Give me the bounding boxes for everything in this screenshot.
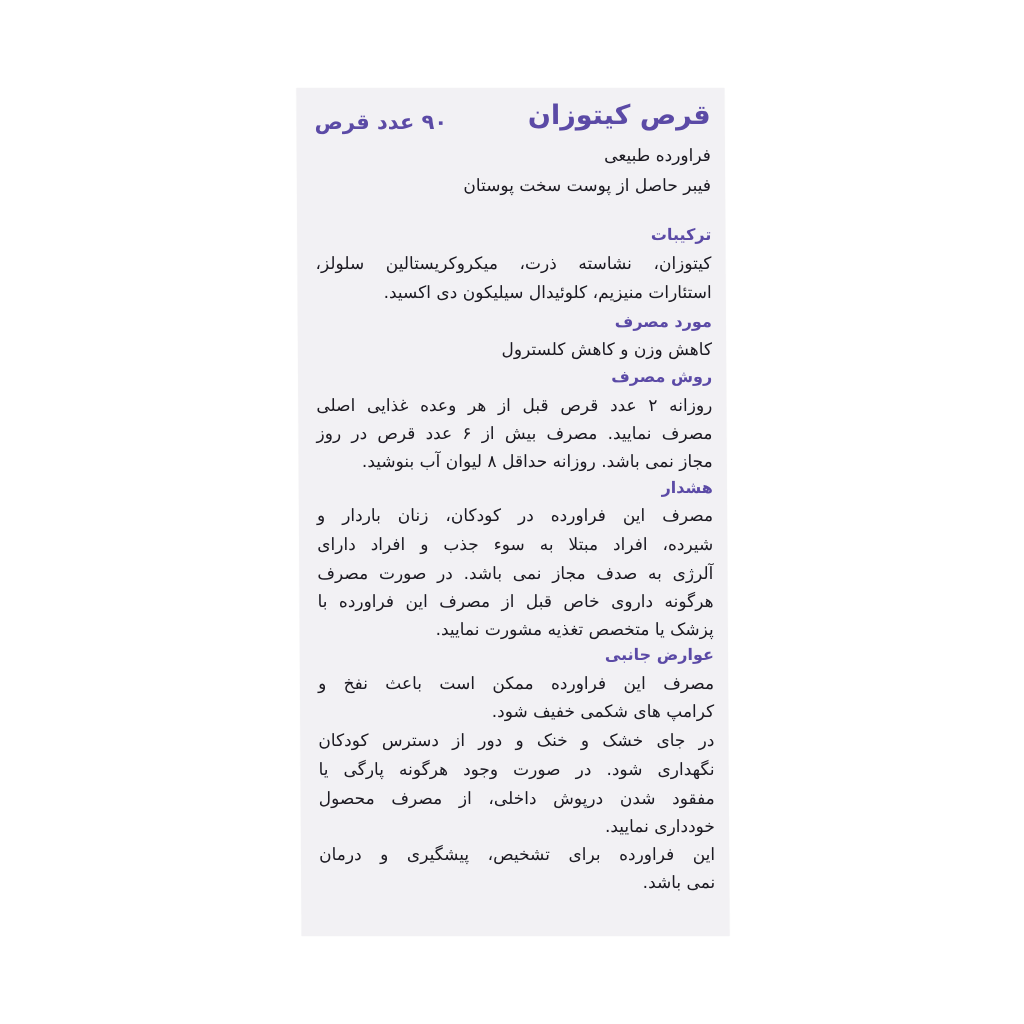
warning-line: هرگونه داروی خاص قبل از مصرف این فراورده با [317, 592, 714, 612]
side-effects-line: نگهداری شود. در صورت وجود هرگونه پارگی یا [318, 760, 715, 780]
ingredients-heading: ترکیبات [650, 225, 712, 244]
side-effects-line: مفقود شدن درپوش داخلی، از مصرف محصول [318, 789, 715, 809]
warning-heading: هشدار [661, 478, 713, 497]
directions-heading: روش مصرف [611, 367, 713, 386]
product-title: قرص کیتوزان [527, 100, 711, 131]
warning-line: پزشک یا متخصص تغذیه مشورت نمایید. [435, 620, 714, 640]
directions-line: مجاز نمی باشد. روزانه حداقل ۸ لیوان آب بنوشید. [361, 452, 713, 472]
side-effects-line: نمی باشد. [642, 873, 716, 893]
side-effects-line: کرامپ های شکمی خفیف شود. [491, 702, 715, 722]
ingredients-line: کیتوزان، نشاسته ذرت، میکروکریستالین سلولز، [315, 254, 712, 274]
side-effects-line: خودداری نمایید. [604, 817, 715, 837]
directions-line: مصرف نمایید. مصرف بیش از ۶ عدد قرص در روز [316, 424, 713, 444]
product-subtitle-natural: فراورده طبیعی [604, 146, 711, 166]
warning-line: شیرده، افراد مبتلا به سوء جذب و افراد دارای [317, 535, 714, 555]
warning-line: مصرف این فراورده در کودکان، زنان باردار و [316, 506, 714, 526]
side-effects-line: این فراورده برای تشخیص، پیشگیری و درمان [319, 845, 716, 865]
ingredients-line: استئارات منیزیم، کلوئیدال سیلیکون دی اکسید. [383, 283, 712, 303]
header-row [314, 100, 710, 144]
directions-line: روزانه ۲ عدد قرص قبل از هر وعده غذایی اصلی [316, 396, 713, 416]
warning-line: آلرژی به صدف مجاز نمی باشد. در صورت مصرف [317, 564, 714, 584]
usage-line: کاهش وزن و کاهش کلسترول [501, 340, 713, 360]
usage-heading: مورد مصرف [614, 312, 712, 331]
side-effects-line: مصرف این فراورده ممکن است باعث نفخ و [317, 674, 715, 694]
side-effects-line: در جای خشک و خنک و دور از دسترس کودکان [318, 731, 715, 751]
label-card [296, 88, 729, 936]
side-effects-heading: عوارض جانبی [604, 645, 714, 664]
product-subtitle-source: فیبر حاصل از پوست سخت پوستان [463, 176, 712, 196]
tablet-count: ۹۰ عدد قرص [314, 110, 448, 134]
